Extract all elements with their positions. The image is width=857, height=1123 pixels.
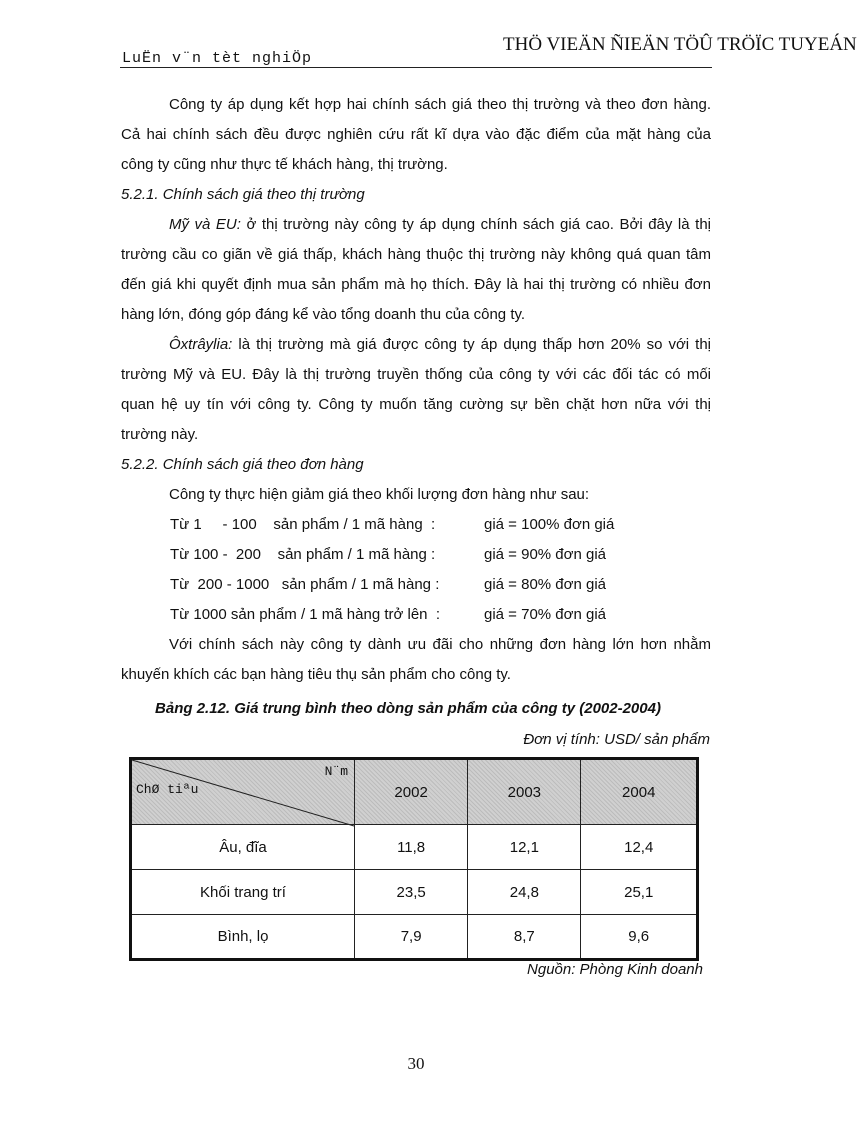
paragraph-australia-text: là thị trường mà giá được công ty áp dụng thấp hơn 20% so với thị trường Mỹ và EU. Đây là thị trường truyền thống của công ty với các đối tác có mối quan hệ uy tín với công ty. Công ty muốn tăng cường sự bền chặt hơn nữa với thị trường này. bbox=[121, 336, 711, 443]
table-cell: 9,6 bbox=[581, 915, 698, 960]
section-heading-market: 5.2.1. Chính sách giá theo thị trường bbox=[121, 186, 365, 203]
paragraph-intro: Công ty áp dụng kết hợp hai chính sách giá theo thị trường và theo đơn hàng. Cả hai chính sách đều được nghiên cứu rất kĩ dựa vào đặc điểm của mặt hàng của công ty cũng như thực tế khách hàng, thị trường. bbox=[121, 96, 711, 173]
table-row-label: Bình, lọ bbox=[131, 915, 355, 960]
table-cell: 8,7 bbox=[468, 915, 581, 960]
table-cell: 12,1 bbox=[468, 825, 581, 870]
table-cell: 24,8 bbox=[468, 870, 581, 915]
table-header-row bbox=[131, 759, 698, 825]
discount-tier bbox=[121, 600, 711, 630]
table-year-header: 2002 bbox=[355, 759, 468, 825]
header-divider bbox=[120, 67, 712, 68]
paragraph-discount-intro: Công ty thực hiện giảm giá theo khối lượng đơn hàng như sau: bbox=[169, 486, 590, 503]
discount-tier-price: giá = 90% đơn giá bbox=[484, 546, 607, 563]
table-year-header: 2003 bbox=[468, 759, 581, 825]
discount-tier bbox=[121, 510, 711, 540]
paragraph-discount-conclusion: Với chính sách này công ty dành ưu đãi cho những đơn hàng lớn hơn nhằm khuyến khích các bạn hàng tiêu thụ sản phẩm cho công ty. bbox=[121, 636, 711, 683]
discount-tier-range: Từ 100 - 200 sản phẩm / 1 mã hàng : bbox=[170, 546, 436, 563]
discount-tier-price: giá = 100% đơn giá bbox=[484, 516, 615, 533]
price-table bbox=[129, 757, 699, 961]
page-number: 30 bbox=[407, 1054, 425, 1073]
corner-label-indicator: ChØ tiªu bbox=[136, 782, 199, 797]
discount-tier-price: giá = 70% đơn giá bbox=[484, 606, 607, 623]
table-cell: 7,9 bbox=[355, 915, 468, 960]
table-unit: Đơn vị tính: USD/ sản phẩm bbox=[523, 731, 710, 748]
paragraph-us-eu-lead: Mỹ và EU: bbox=[169, 216, 241, 233]
table-cell: 25,1 bbox=[581, 870, 698, 915]
table-cell: 12,4 bbox=[581, 825, 698, 870]
header-left-title: LuËn v¨n tèt nghiÖp bbox=[122, 50, 313, 67]
table-corner-cell bbox=[131, 759, 355, 825]
corner-label-year: N¨m bbox=[324, 764, 348, 779]
table-cell: 11,8 bbox=[355, 825, 468, 870]
table-row bbox=[131, 825, 698, 870]
table-cell: 23,5 bbox=[355, 870, 468, 915]
discount-tier-range: Từ 1000 sản phẩm / 1 mã hàng trở lên : bbox=[170, 606, 441, 623]
paragraph-us-eu-text: ở thị trường này công ty áp dụng chính sách giá cao. Bởi đây là thị trường cầu co giãn về giá thấp, khách hàng thuộc thị trường này không quá quan tâm đến giá khi quyết định mua sản phẩm mà họ thích. Đây là hai thị trường có nhiều đơn hàng lớn, đóng góp đáng kể vào tổng doanh thu của công ty. bbox=[121, 216, 711, 323]
discount-tier-range: Từ 1 - 100 sản phẩm / 1 mã hàng : bbox=[170, 516, 436, 533]
section-heading-order: 5.2.2. Chính sách giá theo đơn hàng bbox=[121, 456, 364, 473]
paragraph-us-eu bbox=[121, 210, 711, 330]
paragraph-australia bbox=[121, 330, 711, 450]
price-table-wrapper bbox=[129, 757, 703, 960]
discount-tier-price: giá = 80% đơn giá bbox=[484, 576, 607, 593]
table-row-label: Âu, đĩa bbox=[131, 825, 355, 870]
table-caption: Bảng 2.12. Giá trung bình theo dòng sản phẩm của công ty (2002-2004) bbox=[155, 700, 661, 717]
document-body bbox=[121, 90, 711, 690]
table-row bbox=[131, 870, 698, 915]
paragraph-australia-lead: Ôxtrâylia: bbox=[169, 336, 233, 353]
table-row bbox=[131, 915, 698, 960]
discount-tier-range: Từ 200 - 1000 sản phẩm / 1 mã hàng : bbox=[170, 576, 440, 593]
discount-tier bbox=[121, 570, 711, 600]
table-row-label: Khối trang trí bbox=[131, 870, 355, 915]
discount-tier bbox=[121, 540, 711, 570]
table-year-header: 2004 bbox=[581, 759, 698, 825]
header-right-title: THÖ VIEÄN ÑIEÄN TÖÛ TRÖÏC TUYEÁN bbox=[503, 34, 857, 55]
table-source: Nguồn: Phòng Kinh doanh bbox=[527, 961, 703, 978]
